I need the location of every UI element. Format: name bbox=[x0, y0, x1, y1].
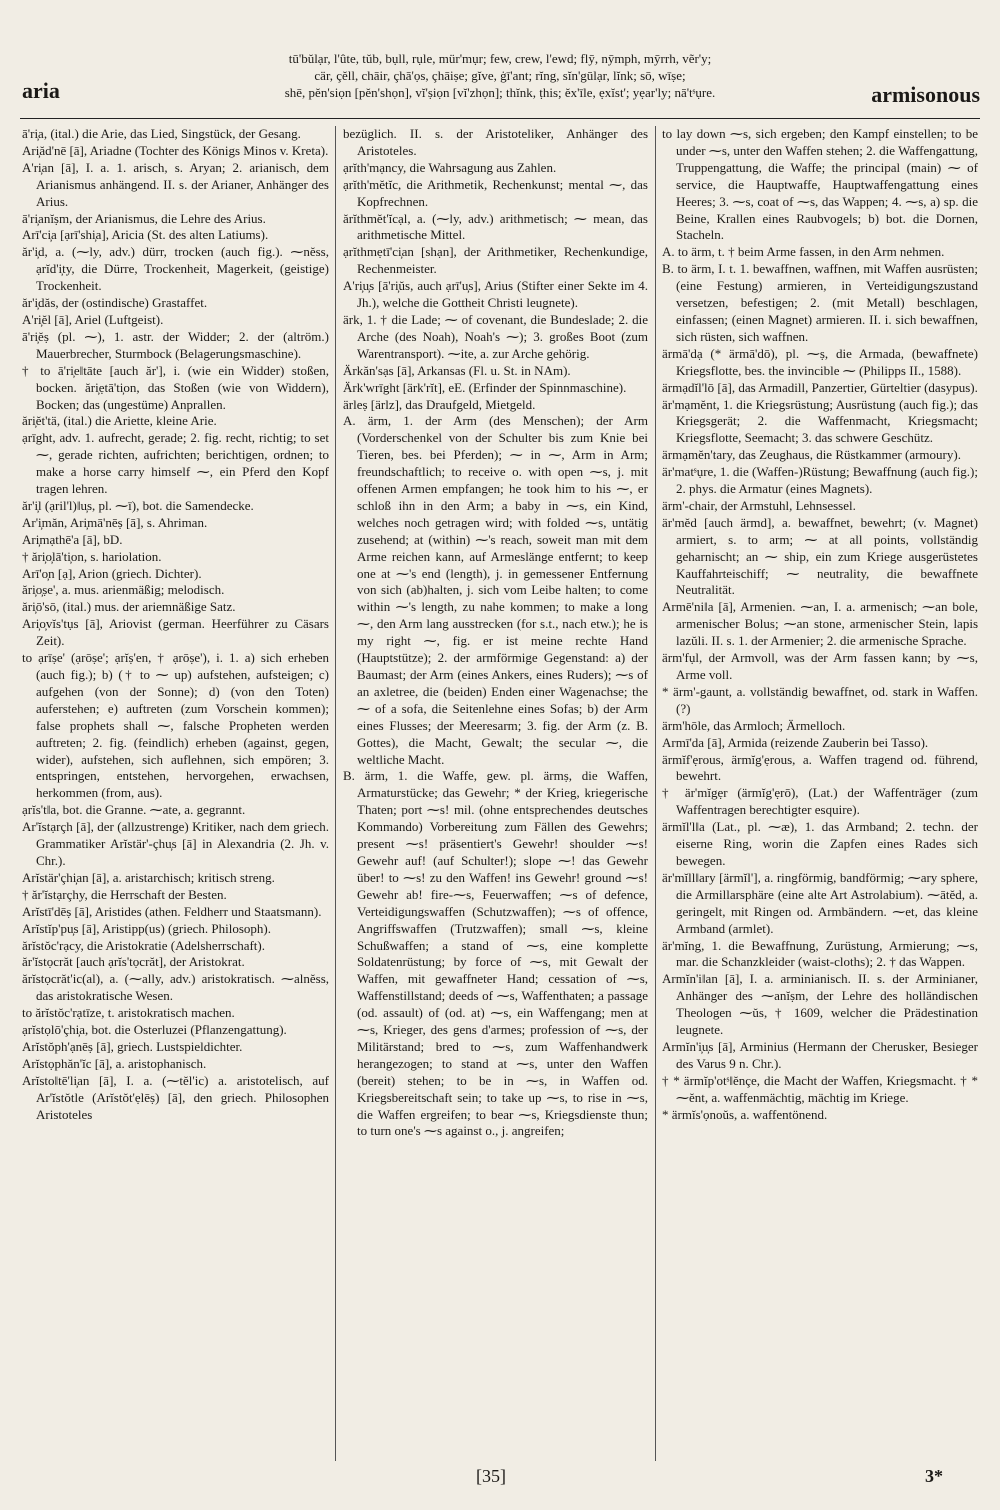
pronunciation-line: tū'bŭlạr, l'ûte, tŭb, bụll, rụle, mür'mụr; few, crew, l'ewd; flȳ, nȳmph, mȳrrh, vẽr'y; bbox=[288, 51, 712, 66]
dictionary-entry: är'mĭng, 1. die Bewaffnung, Zurüstung, Armierung; ⁓s, mar. die Schanzkleider (waist-cloths); 2. † das Wappen. bbox=[662, 937, 978, 970]
left-running-headword: aria bbox=[22, 78, 60, 103]
dictionary-entry: ạrĭth'mĕtĭc, die Arithmetik, Rechenkunst; mental ⁓, das Kopfrechnen. bbox=[343, 176, 648, 209]
dictionary-entry: Arĭstĭp'pu̦s [ā], Aristipp(us) (griech. Philosoph). bbox=[22, 920, 271, 936]
dictionary-entry: ạrĭthmẹtī'ci̦an [shạn], der Arithmetiker, Rechenkundige, Rechenmeister. bbox=[343, 244, 648, 277]
dictionary-entry: ärleṣ [ärlz], das Draufgeld, Mietgeld. bbox=[343, 396, 536, 412]
dictionary-entry: A'ri̦an [ā], I. a. 1. arisch, s. Aryan; 2. arianisch, dem Arianismus anhängend. II. s. der Arianer, Anhänger des Arius. bbox=[22, 159, 329, 209]
dictionary-entry: Ar'ĭstạrçh [ā], der (allzustrenge) Kritiker, nach dem griech. Grammatiker Arĭstär'-çhu̦s [ā] in Alexandria (2. Jh. v. Chr.). bbox=[22, 819, 329, 868]
dictionary-entry: är'matˢụre, 1. die (Waffen-)Rüstung; Bewaffnung (auch fig.); 2. phys. die Armatur (eines Magnets). bbox=[662, 464, 978, 497]
dictionary-entry: Arĭstī'dēṣ [ā], Aristides (athen. Feldherr und Staatsmann). bbox=[22, 903, 322, 919]
dictionary-entry: ări̦o̦ṣe', a. mus. arienmäßig; melodisch. bbox=[22, 582, 225, 598]
dictionary-entry: Ari̦ăd'nē [ā], Ariadne (Tochter des Königs Minos v. Kreta). bbox=[22, 142, 329, 158]
dictionary-entry: ăr'i̦dăs, der (ostindische) Grastaffet. bbox=[22, 295, 208, 311]
dictionary-entry: Armĭn'i‖an [ā], I. a. arminianisch. II. s. der Arminianer, Anhänger des ⁓anĭṣm, der Lehre des holländischen Theologen ⁓ŭs, † 1609, welcher die Prädestination leugnete. bbox=[662, 971, 978, 1038]
dictionary-entry: ărĭstọcrăt'ic(al), a. (⁓ally, adv.) aristokratisch. ⁓alnĕss, das aristokratische Wesen. bbox=[22, 971, 329, 1004]
dictionary-entry: Armĭn'i̦u̦s [ā], Arminius (Hermann der Cherusker, Besieger des Varus 9 n. Chr.). bbox=[662, 1038, 978, 1071]
dictionary-entry: * ärm'-gaunt, a. vollständig bewaffnet, od. stark in Waffen. (?) bbox=[662, 683, 978, 716]
right-running-headword: armisonous bbox=[871, 82, 980, 107]
dictionary-entry: ärmạmĕn'tary, das Zeughaus, die Rüstkammer (armoury). bbox=[662, 447, 961, 463]
dictionary-entry: B. to ärm, I. t. 1. bewaffnen, waffnen, mit Waffen ausrüsten; (eine Festung) armieren, in Verteidigungszustand versetzen, befestigen; 2. (mit Metall) beschlagen, einfassen; (einen Magnet) armieren. II. i. sich bewaffnen, sich rüsten, sich waffnen. bbox=[662, 261, 978, 344]
column-1 bbox=[22, 126, 329, 1461]
dictionary-entry: ärmĭl'l‖a (Lat., pl. ⁓æ), 1. das Armband; 2. techn. der eiserne Ring, worin die Zapfen eines Rades sich bewegen. bbox=[662, 819, 978, 868]
dictionary-entry: ărĭthmĕt'ĭcạl, a. (⁓ly, adv.) arithmetisch; ⁓ mean, das arithmetische Mittel. bbox=[343, 210, 648, 243]
dictionary-entry: ärmā'dạ (* ärmā'dō), pl. ⁓ṣ, die Armada, (bewaffnete) Kriegsflotte, bes. the invincible ⁓ (Philipps II., 1588). bbox=[662, 345, 978, 378]
dictionary-entry: ăr'i̦l (ạril'l)‖u̦s, pl. ⁓ī), bot. die Samendecke. bbox=[22, 497, 254, 513]
dictionary-entry: A'ri̦u̦s [ā'ri̦ŭs, auch ạrī'u̦s], Arius (Stifter einer Sekte im 4. Jh.), welche die Gottheit Christi leugnete). bbox=[343, 278, 648, 311]
column-2 bbox=[343, 126, 648, 1461]
dictionary-entry: † to ā'ri̦e‖tāte [auch ăr'], i. (wie ein Widder) stoßen, bocken. ări̦ẹtā'ti̦on, das Stoßen (wie von Widdern), Bocken; das (ungestüme) Anprallen. bbox=[22, 362, 329, 412]
dictionary-entry: ạrĭstọlō'çhi̦a, bot. die Osterluzei (Pflanzengattung). bbox=[22, 1022, 287, 1038]
dictionary-entry: ärmĭf'ẹrous, ärmĭg'ẹrous, a. Waffen tragend od. führend, bewehrt. bbox=[662, 751, 978, 784]
dictionary-entry: ạrĭth'mạncy, die Wahrsagung aus Zahlen. bbox=[343, 159, 557, 175]
dictionary-entry: ạrīght, adv. 1. aufrecht, gerade; 2. fig. recht, richtig; to set ⁓, gerade richten, aufrichten; berichtigen, ordnen; to make a horse carry himself ⁓, ein Pferd den Kopf tragen lehren. bbox=[22, 430, 329, 497]
dictionary-entry: Ar'i̦măn, Ari̦mā'nēṣ [ā], s. Ahriman. bbox=[22, 514, 208, 530]
dictionary-entry: Ärkăn'sạs [ā], Arkansas (Fl. u. St. in NAm). bbox=[343, 362, 571, 378]
dictionary-entry: † * ärmĭp'otˢ‖ĕnçe, die Macht der Waffen, Kriegsmacht. † * ⁓ĕnt, a. waffenmächtig, mächtig im Kriege. bbox=[662, 1072, 978, 1105]
dictionary-entry: är'mĕd [auch ärmd], a. bewaffnet, bewehrt; (v. Magnet) armiert, s. to arm; ⁓ at all points, vollständig geharnischt; an ⁓ ship, ein zum Kriege ausgerüstetes Kauffahrteischiff; ⁓ neutrality, die bewaffnete Neutralität. bbox=[662, 514, 978, 598]
dictionary-entry: B. ärm, 1. die Waffe, gew. pl. ärmṣ, die Waffen, Armaturstücke; das Gewehr; * der Krieg, kriegerische Thaten; port ⁓s! mil. (ohne entsprechendes deutsches Kommando) Vorbereitung zum Fällen des Gewehrs; present ⁓s! präsentiert's Gewehr! shoulder ⁓s! Gewehr auf! (auf Schulter!); slope ⁓! das Gewehr über! to ⁓s! zu den Waffen! ins Gewehr! ground ⁓s! Gewehr ab! fire-⁓s, Feuerwaffen; ⁓s of defence, Verteidigungswaffen (Schutzwaffen); ⁓s of offence, Angriffswaffen (Trutzwaffen); small ⁓s, kleine Schußwaffen; a stand of ⁓s, eine komplette Soldatenrüstung; by force of ⁓s, mit Gewalt der Waffen, mit gewaffneter Hand; cessation of ⁓s, Waffenstillstand; deeds of ⁓s, Waffenthaten; a passage (od. assault) of (od. at) ⁓s, ein Waffengang; men at ⁓s, Krieger, des gens d'armes; profession of ⁓s, der Militärstand; bred to ⁓s, zum Waffenhandwerk herangezogen; to stand at ⁓s, unter den Waffen (bereit) stehen; to be in ⁓s, in Waffen od. Kriegsbereitschaft sein; to take up ⁓s, to rise in ⁓s, die Waffen ergreifen; to bear ⁓s, Kriegsdienste thun; to turn one's ⁓s against o., j. angreifen; bbox=[343, 768, 648, 1139]
dictionary-entry: Armī'da [ā], Armida (reizende Zauberin bei Tasso). bbox=[662, 734, 929, 750]
pronunciation-line: shē, pĕn'siọn [pĕn'shọn], vĭ'ṣiọn [vĭ'zhọn]; thĭnk, ṭhis; ĕx'īle, ẹxĭst'; yẹar'ly; nā'tˢụre. bbox=[284, 85, 716, 100]
dictionary-entry: * ärmĭs'ọnoŭs, a. waffentönend. bbox=[662, 1106, 828, 1122]
dictionary-entry: ärmạdĭl'lō [ā], das Armadill, Panzertier, Gürteltier (dasypus). bbox=[662, 379, 978, 395]
dictionary-entry: to lay down ⁓s, sich ergeben; den Kampf einstellen; to be under ⁓s, unter den Waffen stehen; 2. die Waffengattung, Truppengattung, die Waffe; the principal (main) ⁓ of service, die Hauptwaffe, Hauptwaffengattung eines Heeres; 3. ⁓s, coat of ⁓s, das Wappen; 4. ⁓s, a) sp. die Beine, Krallen eines Raubvogels; b) bot. die Dornen, Stacheln. bbox=[662, 126, 978, 243]
dictionary-entry: A'ri̦ĕl [ā], Ariel (Luftgeist). bbox=[22, 311, 164, 327]
dictionary-entry: ā'ri̦anĭṣm, der Arianismus, die Lehre des Arius. bbox=[22, 210, 266, 226]
dictionary-entry: ăr'i̦d, a. (⁓ly, adv.) dürr, trocken (auch fig.). ⁓nĕss, ạrĭd'i̦ty, die Dürre, Trockenheit, Magerkeit, (geistige) Trockenheit. bbox=[22, 244, 329, 294]
dictionary-entry: Arĭstŏph'ạnēṣ [ā], griech. Lustspieldichter. bbox=[22, 1038, 243, 1054]
dictionary-entry: ạrĭs't‖a, bot. die Granne. ⁓ate, a. gegrannt. bbox=[22, 802, 246, 818]
dictionary-entry: ări̦ĕt'tä, (ital.) die Ariette, kleine Arie. bbox=[22, 413, 217, 429]
signature-mark: 3* bbox=[925, 1466, 943, 1486]
dictionary-entry: ärm'hōle, das Armloch; Ärmelloch. bbox=[662, 717, 846, 733]
dictionary-entry: är'mạmĕnt, 1. die Kriegsrüstung; Ausrüstung (auch fig.); das Kriegsgerät; 2. die Waffenmacht, Kriegsmacht; Kriegsflotte, Seemacht; 3. das schwere Geschütz. bbox=[662, 396, 978, 446]
pronunciation-guide bbox=[20, 50, 980, 101]
column-divider bbox=[655, 126, 656, 1461]
dictionary-entry: ărĭstŏc'rạcy, die Aristokratie (Adelsherrschaft). bbox=[22, 937, 265, 953]
dictionary-entry: Arĭsto‖tē'li̦an [ā], I. a. (⁓tĕl'ic) a. aristotelisch, auf Ar'ĭstŏtle (Arĭstŏt'ẹlēṣ) [ā], den griech. Philosophen Aristoteles bbox=[22, 1072, 329, 1122]
dictionary-entry: Arĭstọphăn'ĭc [ā], a. aristophanisch. bbox=[22, 1055, 207, 1071]
dictionary-entry: † ări̦o̦lā'ti̦on, s. hariolation. bbox=[22, 548, 162, 564]
dictionary-entry: to ạrīṣe' (ạrōṣe'; ạrĭṣ'en, † ạrōṣe'), i. 1. a) sich erheben (auch fig.); b) († to ⁓ up) aufstehen, aufsteigen; c) aufgehen (von der Sonne); d) (von den Toten) auferstehen; e) auftreten (zum Vorschein kommen); false prophets shall ⁓, falsche Propheten werden auftreten; 2. fig. (feindlich) erheben (against, gegen, wider), aufstehen, sich auflehnen, sich empören; 3. entspringen, entstehen, hervorgehen, erwachsen, herkommen (from, aus). bbox=[22, 650, 329, 801]
dictionary-entry: Ari̦o̦vĭs'tụs [ā], Ariovist (german. Heerführer zu Cäsars Zeit). bbox=[22, 616, 329, 649]
pronunciation-line: cär, çĕll, chāir, çhā'ọs, çhāiṣe; gĭve, ġī'ant; rĭng, sĭn'gūlạr, lĭnk; sō, wīṣe; bbox=[314, 68, 686, 83]
dictionary-entry: † ăr'ĭstạrçhy, die Herrschaft der Besten. bbox=[22, 886, 227, 902]
dictionary-entry: ärk, 1. † die Lade; ⁓ of covenant, die Bundeslade; 2. die Arche (des Noah), Noah's ⁓); 3. großes Boot (zum Warentransport). ⁓ite, a. zur Arche gehörig. bbox=[343, 311, 648, 361]
dictionary-entry: Arĭstär'çhi̦an [ā], a. aristarchisch; kritisch streng. bbox=[22, 869, 275, 885]
dictionary-entry: Arī'o̦n [ạ], Arion (griech. Dichter). bbox=[22, 565, 202, 581]
dictionary-entry: A. ärm, 1. der Arm (des Menschen); der Arm (Vorderschenkel von der Schulter bis zum Knie bei Tieren, bes. bei Pferden); ⁓ in ⁓, Arm in Arm; freundschaftlich; to receive o. with open ⁓s, j. mit offenen Armen empfangen; he took him to his ⁓, er schloß ihn in den Arm; a baby in ⁓s, ein Kind, welches noch getragen wird; with folded ⁓s, untätig zusehend; at (within) ⁓'s reach, soweit man mit dem Arme reichen kann, auf Armeslänge entfernt; to keep one at ⁓'s end (length), j. in gemessener Entfernung von sich (ab)halten, j. sich vom Leibe halten; to come within ⁓'s length, zu nahe kommen; to make a long ⁓, den Arm lang ausstrecken (for s.t., nach etw.); he is my right ⁓, fig. er ist meine rechte Hand (Hauptstütze); 2. der armförmige Gegenstand: a) der Baumast; der Arm (eines Ankers, eines Ruders); ⁓s of an axletree, die (beiden) Enden einer Wagenachse; the ⁓ of a sofa, die Seitenlehne eines Sofas; b) der Arm eines Flusses; der Meeresarm; 3. fig. der Arm (z. B. Gottes), die Macht, Gewalt; the secular ⁓, die weltliche Macht. bbox=[343, 413, 648, 767]
dictionary-entry: ärm'-chair, der Armstuhl, Lehnsessel. bbox=[662, 497, 856, 513]
dictionary-entry: † är'mĭgẹr (ärmĭg'ẹrō), (Lat.) der Waffenträger (zum Waffentragen berechtigter esquire). bbox=[662, 785, 978, 818]
dictionary-entry: ări̦ō'sō, (ital.) mus. der ariemnäßige Satz. bbox=[22, 599, 236, 615]
dictionary-entry: Arī'ci̦a [ạrī'shi̦a], Aricia (St. des alten Latiums). bbox=[22, 227, 269, 243]
dictionary-entry: ärm'fụl, der Armvoll, was der Arm fassen kann; by ⁓s, Arme voll. bbox=[662, 650, 978, 682]
dictionary-entry: Ärk'wrīght [ärk'rĭt], eE. (Erfinder der Spinnmaschine). bbox=[343, 379, 627, 395]
header-rule bbox=[20, 118, 980, 119]
dictionary-entry: ā'ri̦ĕṣ (pl. ⁓), 1. astr. der Widder; 2. der (altröm.) Mauerbrecher, Sturmbock (Belagerungsmaschine). bbox=[22, 328, 329, 361]
page-number: [35] bbox=[476, 1466, 506, 1486]
dictionary-entry: bezüglich. II. s. der Aristoteliker, Anhänger des Aristoteles. bbox=[343, 126, 648, 158]
dictionary-entry: är'mĭll‖ary [ärmĭl'], a. ringförmig, bandförmig; ⁓ary sphere, die Armillarsphäre (eine alte Art Astrolabium). ⁓ātĕd, a. geringelt, mit Ringen od. Armbändern. ⁓et, das kleine Armband (armlet). bbox=[662, 869, 978, 936]
dictionary-entry: ăr'ĭstọcrăt [auch ạrĭs'tọcrăt], der Aristokrat. bbox=[22, 954, 245, 970]
dictionary-entry: ā'ri̦a, (ital.) die Arie, das Lied, Singstück, der Gesang. bbox=[22, 126, 301, 141]
column-divider bbox=[335, 126, 336, 1461]
dictionary-entry: A. to ärm, t. † beim Arme fassen, in den Arm nehmen. bbox=[662, 244, 945, 260]
dictionary-entry: Armē'ni‖a [ā], Armenien. ⁓an, I. a. armenisch; ⁓an bole, armenischer Bolus; ⁓an stone, armenischer Stein, lapis lazŭli. II. s. 1. der Armenier; 2. die armenische Sprache. bbox=[662, 599, 978, 649]
column-3 bbox=[662, 126, 978, 1461]
dictionary-entry: to ărĭstŏc'rạtīze, t. aristokratisch machen. bbox=[22, 1005, 235, 1021]
dictionary-entry: Ari̦mạthē'a [ā], bD. bbox=[22, 531, 123, 547]
